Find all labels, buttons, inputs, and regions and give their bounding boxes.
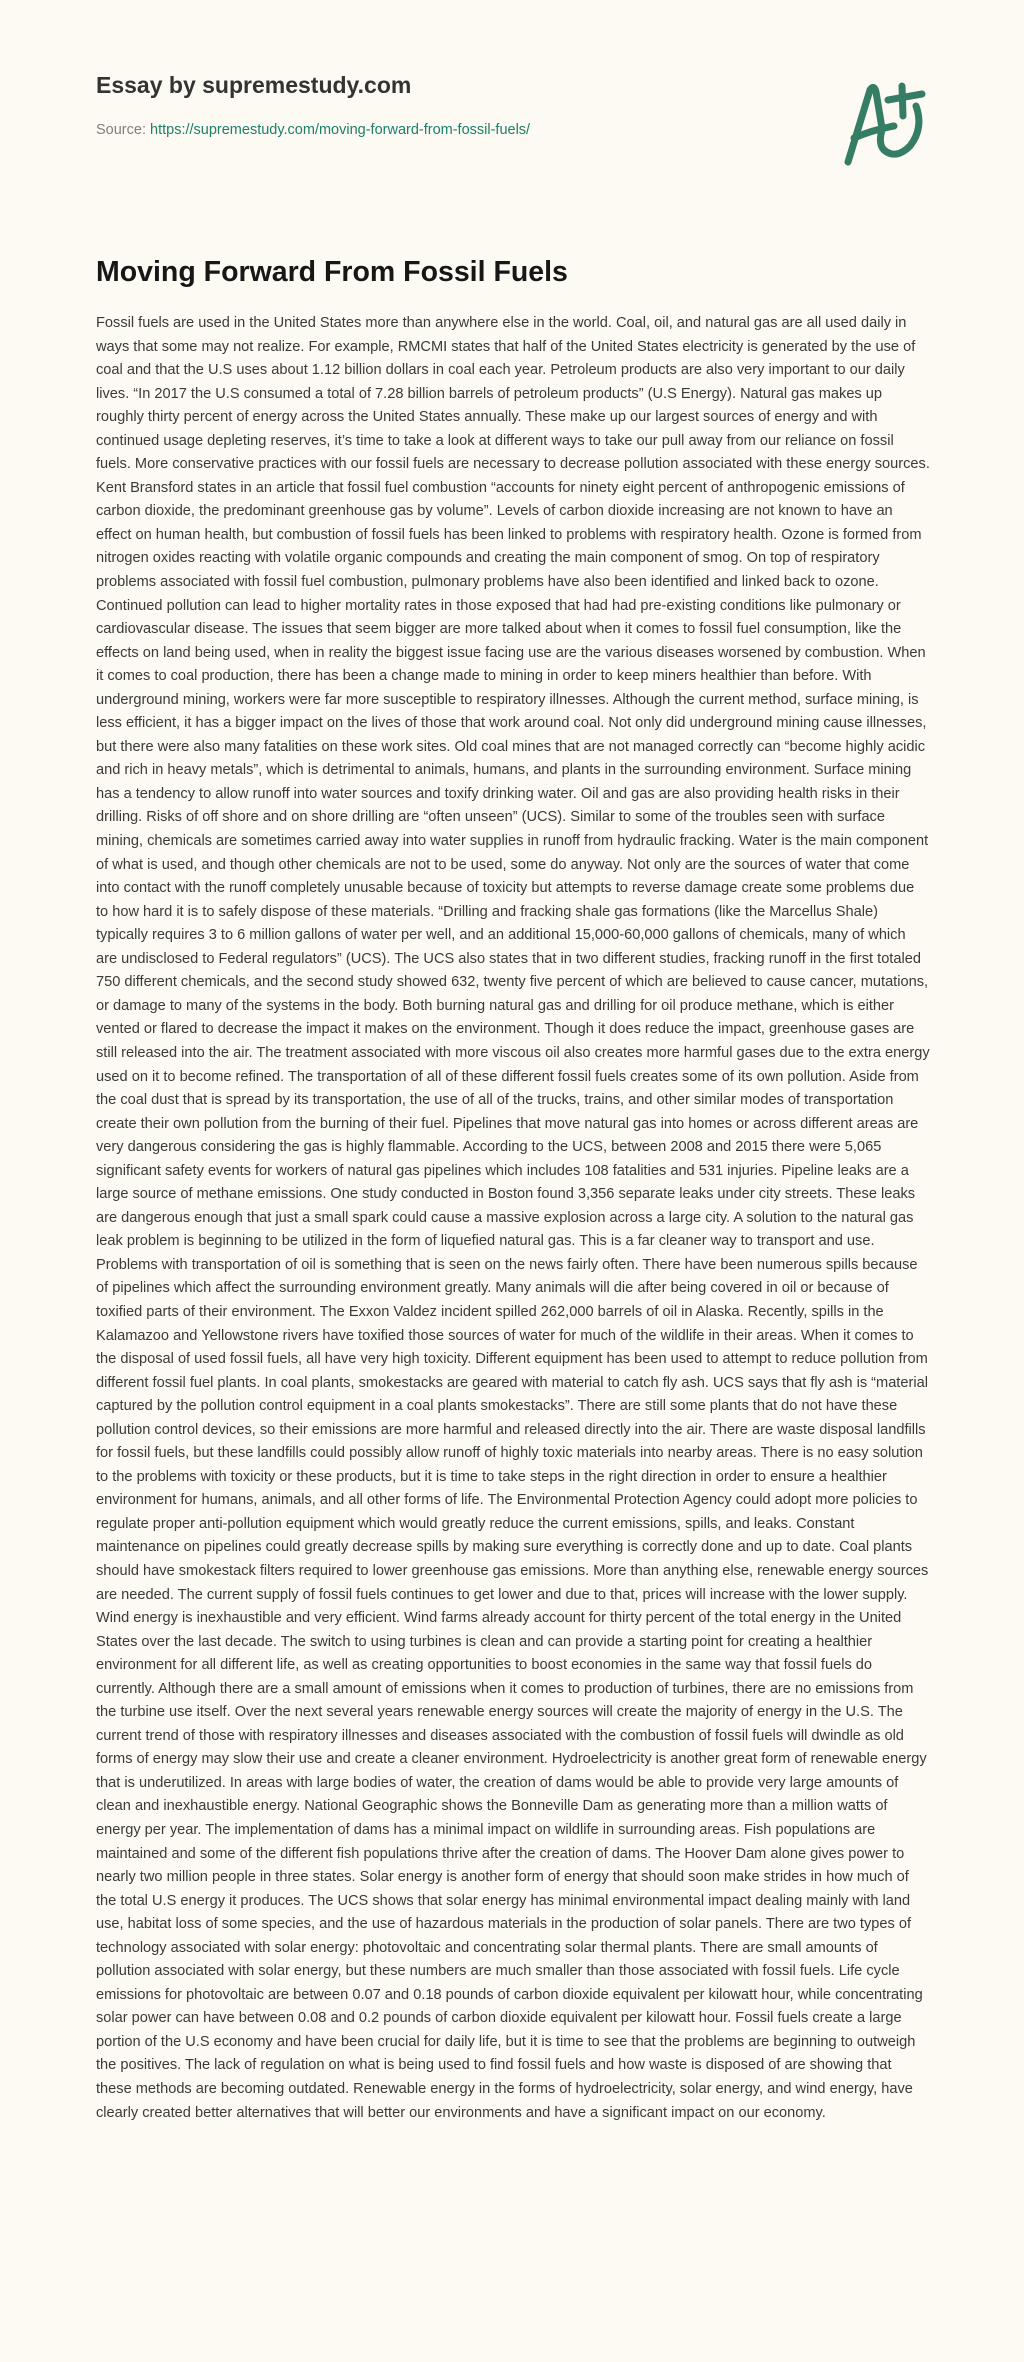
essay-title: Moving Forward From Fossil Fuels [96, 256, 568, 288]
essay-body: Fossil fuels are used in the United States more than anywhere else in the world. Coal, oil, and natural gas are all used daily in ways that some may not realize. For example, RMCMI states that half of the United States electricity is generated by the use of coal and that the U.S uses about 1.12 billion dollars in coal each year. Petroleum products are also very important to our daily lives. “In 2017 the U.S consumed a total of 7.28 billion barrels of petroleum products” (U.S Energy). Natural gas makes up roughly thirty percent of energy across the United States annually. These make up our largest sources of energy and with continued usage depleting reserves, it’s time to take a look at different ways to take our pull away from our reliance on fossil fuels. More conservative practices with our fossil fuels are necessary to decrease pollution associated with these energy sources. Kent Bransford states in an article that fossil fuel combustion “accounts for ninety eight percent of anthropogenic emissions of carbon dioxide, the predominant greenhouse gas by volume”. Levels of carbon dioxide increasing are not known to have an effect on human health, but combustion of fossil fuels has been linked to problems with respiratory health. Ozone is formed from nitrogen oxides reacting with volatile organic compounds and creating the main component of smog. On top of respiratory problems associated with fossil fuel combustion, pulmonary problems have also been identified and linked back to ozone. Continued pollution can lead to higher mortality rates in those exposed that had had pre-existing conditions like pulmonary or cardiovascular disease. The issues that seem bigger are more talked about when it comes to fossil fuel consumption, like the effects on land being used, when in reality the biggest issue facing use are the various diseases worsened by combustion. When it comes to coal production, there has been a change made to mining in order to keep miners healthier than before. With underground mining, workers were far more susceptible to respiratory illnesses. Although the current method, surface mining, is less efficient, it has a bigger impact on the lives of those that work around coal. Not only did underground mining cause illnesses, but there were also many fatalities on these work sites. Old coal mines that are not managed correctly can “become highly acidic and rich in heavy metals”, which is detrimental to animals, humans, and plants in the surrounding environment. Surface mining has a tendency to allow runoff into water sources and toxify drinking water. Oil and gas are also providing health risks in their drilling. Risks of off shore and on shore drilling are “often unseen” (UCS). Similar to some of the troubles seen with surface mining, chemicals are sometimes carried away into water supplies in runoff from hydraulic fracking. Water is the main component of what is used, and though other chemicals are not to be used, some do anyway. Not only are the sources of water that come into contact with the runoff completely unusable because of toxicity but attempts to reverse damage create some problems due to how hard it is to safely dispose of these materials. “Drilling and fracking shale gas formations (like the Marcellus Shale) typically requires 3 to 6 million gallons of water per well, and an additional 15,000-60,000 gallons of chemicals, many of which are undisclosed to Federal regulators” (UCS). The UCS also states that in two different studies, fracking runoff in the first totaled 750 different chemicals, and the second study showed 632, twenty five percent of which are believed to cause cancer, mutations, or damage to many of the systems in the body. Both burning natural gas and drilling for oil produce methane, which is either vented or flared to decrease the impact it makes on the environment. Though it does reduce the impact, greenhouse gases are still released into the air. The treatment associated with more viscous oil also creates more harmful gases due to the extra energy used on it to become refined. The transportation of all of these different fossil fuels creates some of its own pollution. Aside from the coal dust that is spread by its transportation, the use of all of the trucks, trains, and other similar modes of transportation create their own pollution from the burning of their fuel. Pipelines that move natural gas into homes or across different areas are very dangerous considering the gas is highly flammable. According to the UCS, between 2008 and 2015 there were 5,065 significant safety events for workers of natural gas pipelines which includes 108 fatalities and 531 injuries. Pipeline leaks are a large source of methane emissions. One study conducted in Boston found 3,356 separate leaks under city streets. These leaks are dangerous enough that just a small spark could cause a massive explosion across a large city. A solution to the natural gas leak problem is beginning to be utilized in the form of liquefied natural gas. This is a far cleaner way to transport and use. Problems with transportation of oil is something that is seen on the news fairly often. There have been numerous spills because of pipelines which affect the surrounding environment greatly. Many animals will die after being covered in oil or because of toxified parts of their environment. The Exxon Valdez incident spilled 262,000 barrels of oil in Alaska. Recently, spills in the Kalamazoo and Yellowstone rivers have toxified those sources of water for much of the wildlife in their areas. When it comes to the disposal of used fossil fuels, all have very high toxicity. Different equipment has been used to attempt to reduce pollution from different fossil fuel plants. In coal plants, smokestacks are geared with material to catch fly ash. UCS says that fly ash is “material captured by the pollution control equipment in a coal plants smokestacks”. There are still some plants that do not have these pollution control devices, so their emissions are more harmful and released directly into the air. There are waste disposal landfills for fossil fuels, but these landfills could possibly allow runoff of highly toxic materials into nearby areas. There is no easy solution to the problems with toxicity or these products, but it is time to take steps in the right direction in order to ensure a healthier environment for humans, animals, and all other forms of life. The Environmental Protection Agency could adopt more policies to regulate proper anti-pollution equipment which would greatly reduce the current emissions, spills, and leaks. Constant maintenance on pipelines could greatly decrease spills by making sure everything is correctly done and up to date. Coal plants should have smokestack filters required to lower greenhouse gas emissions. More than anything else, renewable energy sources are needed. The current supply of fossil fuels continues to get lower and due to that, prices will increase with the lower supply. Wind energy is inexhaustible and very efficient. Wind farms already account for thirty percent of the total energy in the United States over the last decade. The switch to using turbines is clean and can provide a starting point for creating a healthier environment for all different life, as well as creating opportunities to boost economies in the same way that fossil fuels do currently. Although there are a small amount of emissions when it comes to production of turbines, there are no emissions from the turbine use itself. Over the next several years renewable energy sources will create the majority of energy in the U.S. The current trend of those with respiratory illnesses and diseases associated with the combustion of fossil fuels will dwindle as old forms of energy may slow their use and create a cleaner environment. Hydroelectricity is another great form of renewable energy that is underutilized. In areas with large bodies of water, the creation of dams would be able to provide very large amounts of clean and inexhaustible energy. National Geographic shows the Bonneville Dam as generating more than a million watts of energy per year. The implementation of dams has a minimal impact on wildlife in surrounding areas. Fish populations are maintained and some of the different fish populations thrive after the creation of dams. The Hoover Dam alone gives power to nearly two million people in three states. Solar energy is another form of energy that should soon make strides in how much of the total U.S energy it produces. The UCS shows that solar energy has minimal environmental impact dealing mainly with land use, habitat loss of some species, and the use of hazardous materials in the production of solar panels. There are two types of technology associated with solar energy: photovoltaic and concentrating solar thermal plants. There are small amounts of pollution associated with solar energy, but these numbers are much smaller than those associated with fossil fuels. Life cycle emissions for photovoltaic are between 0.07 and 0.18 pounds of carbon dioxide equivalent per kilowatt hour, while concentrating solar power can have between 0.08 and 0.2 pounds of carbon dioxide equivalent per kilowatt hour. Fossil fuels create a large portion of the U.S economy and have been crucial for daily life, but it is time to see that the problems are beginning to outweigh the positives. The lack of regulation on what is being used to find fossil fuels and how waste is disposed of are showing that these methods are becoming outdated. Renewable energy in the forms of hydroelectricity, solar energy, and wind energy, have clearly created better alternatives that will better our environments and have a significant impact on our economy. [96, 315, 930, 2121]
site-title: Essay by supremestudy.com [96, 72, 412, 98]
page-header [0, 0, 1024, 200]
source-label: Source: [96, 122, 146, 138]
source-line [96, 122, 530, 138]
essay-content [96, 252, 930, 2125]
a-plus-grade-icon [820, 66, 940, 166]
source-link[interactable]: https://supremestudy.com/moving-forward-from-fossil-fuels/ [150, 122, 531, 138]
